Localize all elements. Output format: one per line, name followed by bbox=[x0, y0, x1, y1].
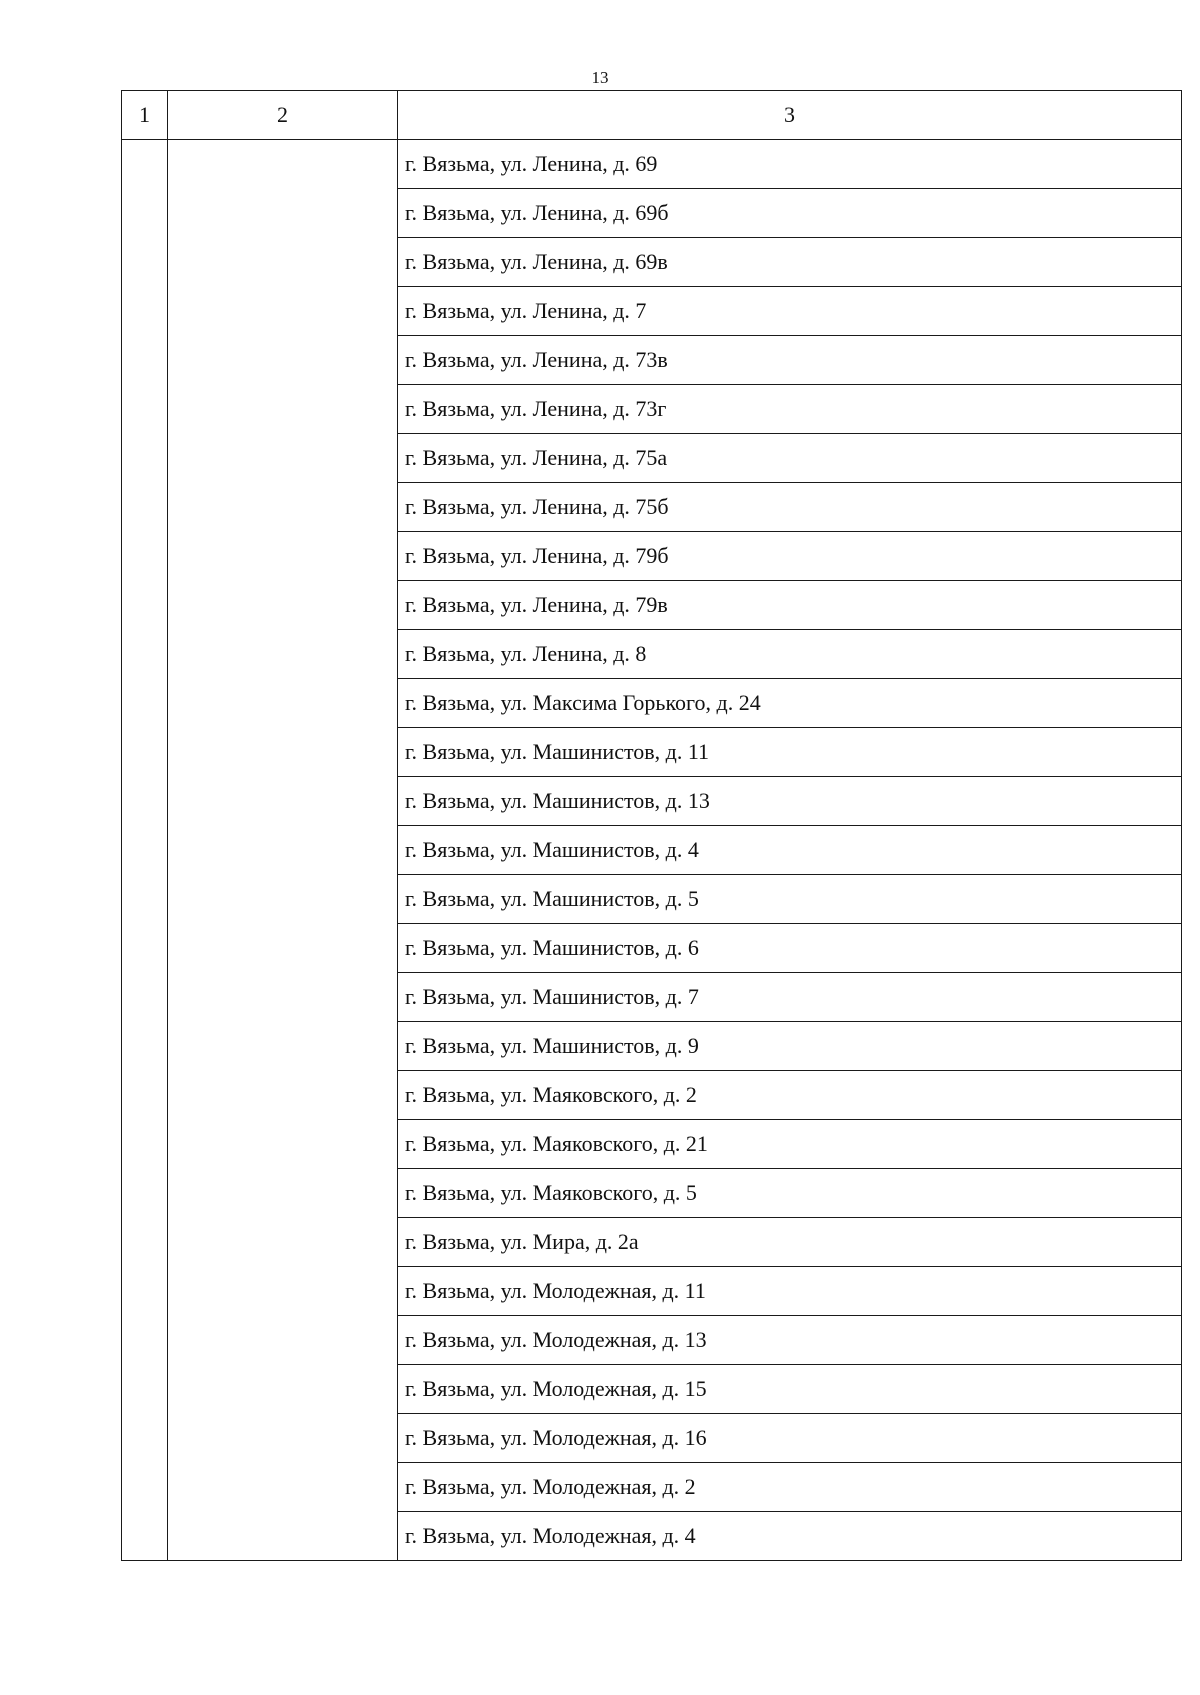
table-body bbox=[122, 140, 1182, 1561]
address-cell: г. Вязьма, ул. Молодежная, д. 13 bbox=[398, 1316, 1182, 1365]
address-cell: г. Вязьма, ул. Молодежная, д. 15 bbox=[398, 1365, 1182, 1414]
page-number: 13 bbox=[591, 68, 609, 87]
address-cell: г. Вязьма, ул. Ленина, д. 79в bbox=[398, 581, 1182, 630]
address-cell: г. Вязьма, ул. Молодежная, д. 11 bbox=[398, 1267, 1182, 1316]
column-header-2: 2 bbox=[168, 91, 398, 140]
address-cell: г. Вязьма, ул. Машинистов, д. 11 bbox=[398, 728, 1182, 777]
address-cell: г. Вязьма, ул. Ленина, д. 69в bbox=[398, 238, 1182, 287]
column-1-cell bbox=[122, 140, 168, 1561]
address-cell: г. Вязьма, ул. Ленина, д. 69 bbox=[398, 140, 1182, 189]
address-cell: г. Вязьма, ул. Машинистов, д. 13 bbox=[398, 777, 1182, 826]
address-cell: г. Вязьма, ул. Ленина, д. 69б bbox=[398, 189, 1182, 238]
address-cell: г. Вязьма, ул. Молодежная, д. 4 bbox=[398, 1512, 1182, 1561]
address-cell: г. Вязьма, ул. Молодежная, д. 16 bbox=[398, 1414, 1182, 1463]
header-row bbox=[122, 91, 1182, 140]
table-row bbox=[122, 140, 1182, 189]
address-cell: г. Вязьма, ул. Ленина, д. 79б bbox=[398, 532, 1182, 581]
address-cell: г. Вязьма, ул. Машинистов, д. 6 bbox=[398, 924, 1182, 973]
address-table bbox=[121, 90, 1182, 1561]
table-header bbox=[122, 91, 1182, 140]
address-cell: г. Вязьма, ул. Мира, д. 2а bbox=[398, 1218, 1182, 1267]
column-2-cell bbox=[168, 140, 398, 1561]
address-cell: г. Вязьма, ул. Машинистов, д. 9 bbox=[398, 1022, 1182, 1071]
address-cell: г. Вязьма, ул. Машинистов, д. 4 bbox=[398, 826, 1182, 875]
address-cell: г. Вязьма, ул. Ленина, д. 75б bbox=[398, 483, 1182, 532]
address-cell: г. Вязьма, ул. Маяковского, д. 21 bbox=[398, 1120, 1182, 1169]
address-cell: г. Вязьма, ул. Ленина, д. 73в bbox=[398, 336, 1182, 385]
address-cell: г. Вязьма, ул. Максима Горького, д. 24 bbox=[398, 679, 1182, 728]
address-cell: г. Вязьма, ул. Машинистов, д. 7 bbox=[398, 973, 1182, 1022]
address-cell: г. Вязьма, ул. Маяковского, д. 5 bbox=[398, 1169, 1182, 1218]
address-cell: г. Вязьма, ул. Молодежная, д. 2 bbox=[398, 1463, 1182, 1512]
column-header-1: 1 bbox=[122, 91, 168, 140]
address-cell: г. Вязьма, ул. Ленина, д. 7 bbox=[398, 287, 1182, 336]
address-cell: г. Вязьма, ул. Ленина, д. 73г bbox=[398, 385, 1182, 434]
address-cell: г. Вязьма, ул. Ленина, д. 75а bbox=[398, 434, 1182, 483]
address-cell: г. Вязьма, ул. Машинистов, д. 5 bbox=[398, 875, 1182, 924]
column-header-3: 3 bbox=[398, 91, 1182, 140]
address-cell: г. Вязьма, ул. Маяковского, д. 2 bbox=[398, 1071, 1182, 1120]
address-cell: г. Вязьма, ул. Ленина, д. 8 bbox=[398, 630, 1182, 679]
